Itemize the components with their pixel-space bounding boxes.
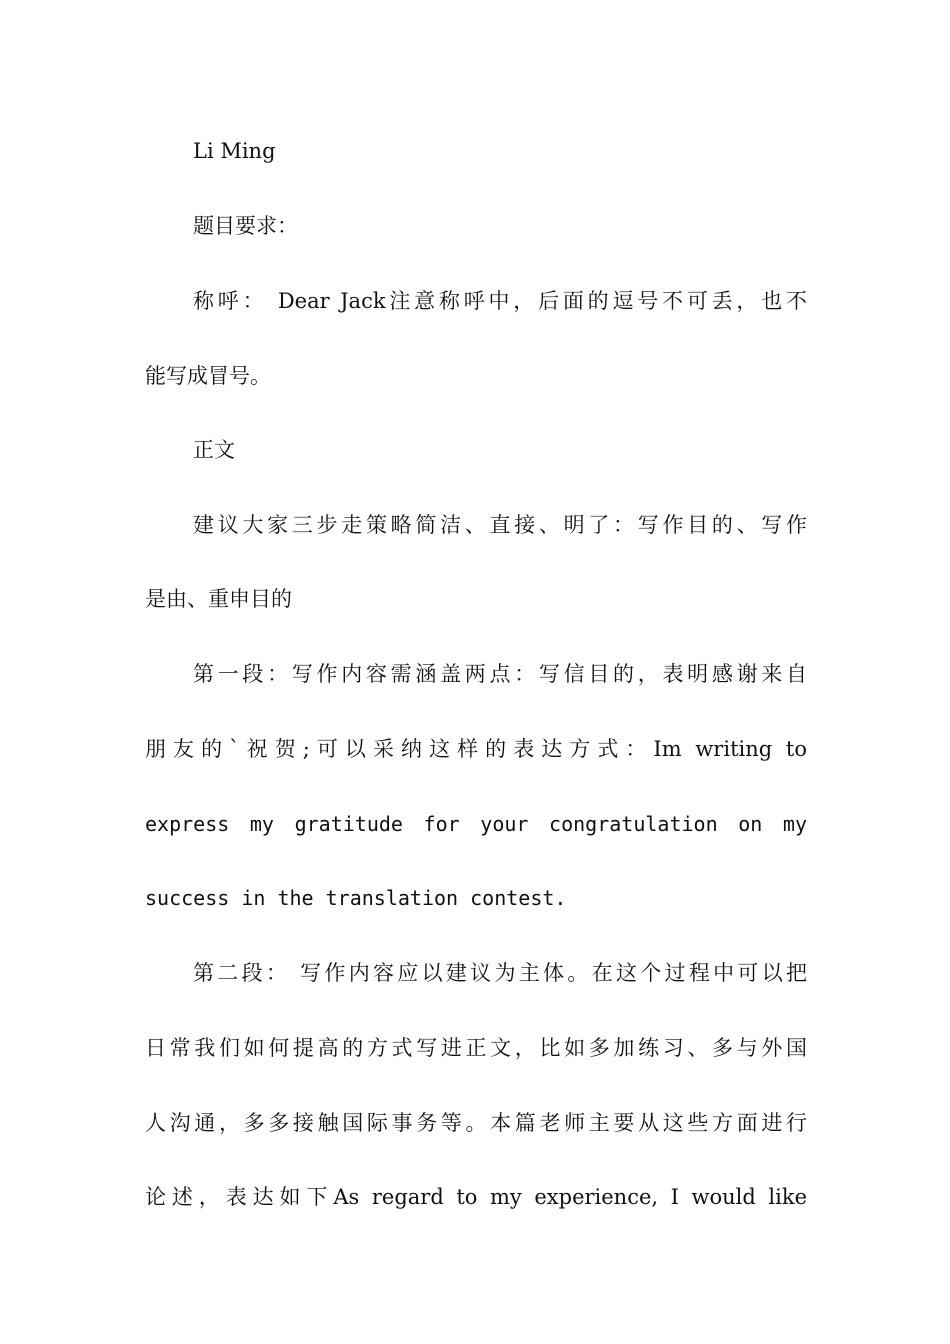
paragraph-first-section-line-2: 朋友的`祝贺;可以采纳这样的表达方式：Im writing to	[145, 737, 807, 761]
section-heading-requirements: 题目要求：	[193, 214, 298, 238]
paragraph-strategy-line-2: 是由、重申目的	[145, 587, 292, 611]
paragraph-salutation-line-1: 称呼： Dear Jack注意称呼中，后面的逗号不可丢，也不	[193, 289, 807, 313]
paragraph-salutation-line-2: 能写成冒号。	[145, 364, 271, 388]
paragraph-strategy-line-1: 建议大家三步走策略简洁、直接、明了：写作目的、写作	[193, 513, 807, 537]
paragraph-first-section-line-1: 第一段：写作内容需涵盖两点：写信目的，表明感谢来自	[193, 662, 807, 686]
paragraph-second-section-line-2: 日常我们如何提高的方式写进正文，比如多加练习、多与外国	[145, 1036, 807, 1060]
section-heading-body: 正文	[193, 438, 235, 462]
paragraph-second-section-line-1: 第二段： 写作内容应以建议为主体。在这个过程中可以把	[193, 961, 807, 985]
paragraph-first-section-line-4: success in the translation contest.	[145, 886, 567, 910]
paragraph-second-section-line-3: 人沟通，多多接触国际事务等。本篇老师主要从这些方面进行	[145, 1111, 807, 1135]
paragraph-second-section-line-4: 论述，表达如下As regard to my experience, I would like	[145, 1185, 807, 1209]
paragraph-first-section-line-3: express my gratitude for your congratulation on my	[145, 812, 807, 836]
signature-name: Li Ming	[193, 139, 276, 163]
